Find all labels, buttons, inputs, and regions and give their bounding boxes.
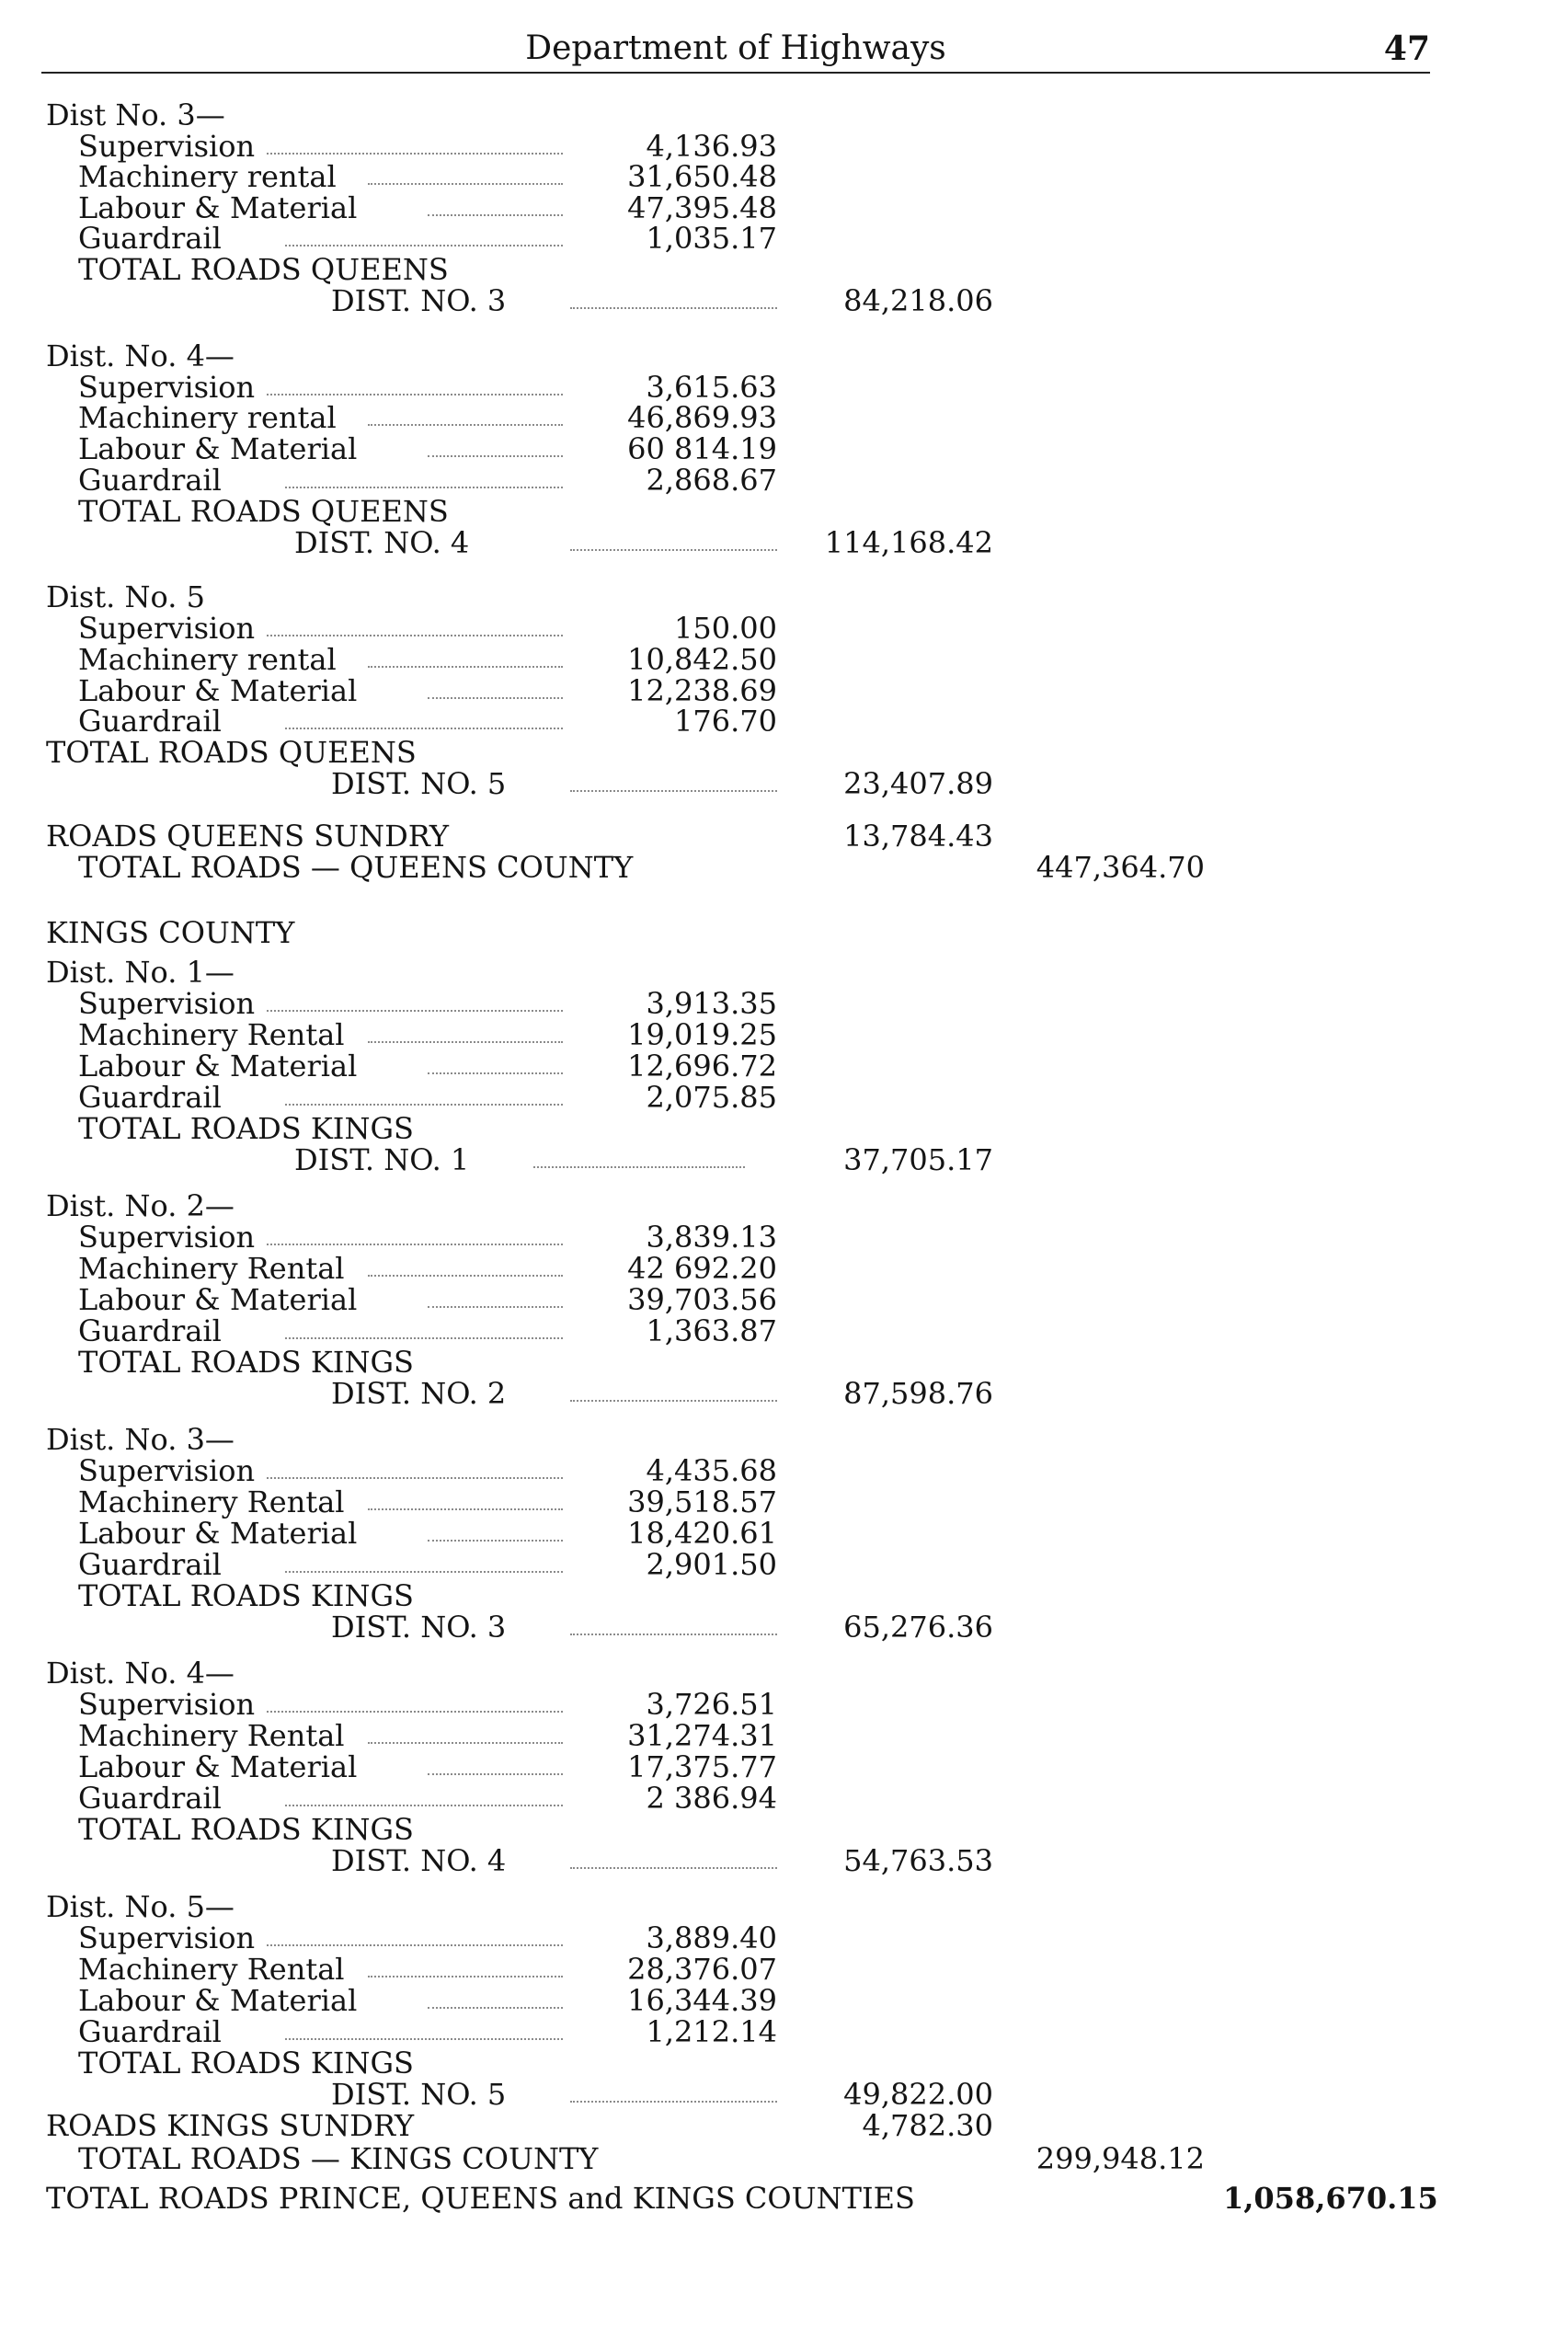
amount-value: 447,364.70: [1036, 850, 1205, 885]
ledger-line: [0, 340, 1568, 372]
amount-value: 1,212.14: [646, 2014, 777, 2049]
line-label: DIST. NO. 4: [331, 1843, 507, 1878]
line-label: Supervision: [78, 129, 256, 164]
ledger-line: [0, 223, 1568, 254]
dot-leader: [428, 1751, 563, 1775]
amount-value: 65,276.36: [843, 1610, 993, 1645]
ledger-line: [0, 675, 1568, 706]
line-label: Machinery Rental: [78, 1251, 345, 1286]
line-label: TOTAL ROADS — KINGS COUNTY: [78, 2141, 599, 2176]
line-label: DIST. NO. 5: [331, 766, 507, 801]
amount-value: 54,763.53: [843, 1843, 993, 1878]
ledger-line: [0, 285, 1568, 316]
line-label: Labour & Material: [78, 1516, 358, 1551]
ledger-line: [0, 1751, 1568, 1783]
amount-value: 18,420.61: [627, 1516, 777, 1551]
dot-leader: [267, 988, 563, 1012]
line-label: Supervision: [78, 1920, 256, 1955]
ledger-line: [0, 1378, 1568, 1409]
dot-leader: [285, 223, 563, 246]
line-label: Dist No. 3—: [46, 97, 225, 132]
amount-value: 46,869.93: [627, 400, 777, 435]
dot-leader: [368, 1720, 563, 1744]
amount-value: 31,650.48: [627, 159, 777, 194]
ledger-line: [0, 99, 1568, 131]
line-label: Dist. No. 4—: [46, 338, 235, 373]
dot-leader: [368, 1486, 563, 1510]
ledger-line: [0, 1783, 1568, 1814]
ledger-line: [0, 852, 1568, 883]
amount-value: 12,238.69: [627, 673, 777, 708]
amount-value: 12,696.72: [627, 1049, 777, 1083]
line-label: Dist. No. 1—: [46, 955, 235, 990]
ledger-line: [0, 2110, 1568, 2141]
ledger-line: [0, 957, 1568, 988]
amount-value: 3,615.63: [646, 370, 777, 405]
amount-value: 42 692.20: [627, 1251, 777, 1286]
line-label: Supervision: [78, 986, 256, 1021]
ledger-line: [0, 1580, 1568, 1611]
ledger-line: [0, 2183, 1568, 2214]
line-label: Supervision: [78, 611, 256, 646]
dot-leader: [368, 1019, 563, 1043]
dot-leader: [428, 1050, 563, 1074]
page-number: 47: [1383, 29, 1430, 68]
line-label: Dist. No. 2—: [46, 1188, 235, 1223]
dot-leader: [368, 161, 563, 185]
line-label: Machinery Rental: [78, 1485, 345, 1519]
dot-leader: [428, 433, 563, 457]
amount-value: 49,822.00: [843, 2077, 993, 2112]
line-label: Labour & Material: [78, 190, 358, 225]
line-label: Labour & Material: [78, 431, 358, 466]
ledger-line: [0, 1814, 1568, 1845]
line-label: TOTAL ROADS KINGS: [78, 2046, 414, 2081]
ledger-line: [0, 1315, 1568, 1347]
dot-leader: [570, 768, 777, 792]
amount-value: 28,376.07: [627, 1952, 777, 1987]
amount-value: 176.70: [674, 704, 777, 739]
amount-value: 10,842.50: [627, 642, 777, 677]
amount-value: 4,435.68: [646, 1453, 777, 1488]
amount-value: 1,363.87: [646, 1313, 777, 1348]
line-label: Supervision: [78, 1220, 256, 1255]
line-label: ROADS QUEENS SUNDRY: [46, 819, 449, 854]
amount-value: 16,344.39: [627, 1983, 777, 2018]
amount-value: 60 814.19: [627, 431, 777, 466]
dot-leader: [570, 1378, 777, 1402]
ledger-line: [0, 1657, 1568, 1689]
line-label: Dist. No. 3—: [46, 1422, 235, 1457]
ledger-line: [0, 1424, 1568, 1455]
amount-value: 2 386.94: [646, 1781, 777, 1816]
dot-leader: [368, 644, 563, 668]
amount-value: 17,375.77: [627, 1749, 777, 1784]
line-label: Labour & Material: [78, 1983, 358, 2018]
line-label: Guardrail: [78, 221, 222, 256]
ledger-line: [0, 254, 1568, 285]
dot-leader: [570, 1845, 777, 1869]
ledger-line: [0, 1455, 1568, 1486]
line-label: Guardrail: [78, 1781, 222, 1816]
ledger-line: [0, 131, 1568, 162]
ledger-line: [0, 1549, 1568, 1580]
ledger-line: [0, 581, 1568, 613]
line-label: Machinery rental: [78, 159, 337, 194]
ledger-line: [0, 433, 1568, 464]
ledger-line: [0, 192, 1568, 224]
ledger-line: [0, 1050, 1568, 1082]
ledger-line: [0, 1113, 1568, 1144]
ledger-line: [0, 1611, 1568, 1643]
dot-leader: [570, 1611, 777, 1635]
amount-value: 47,395.48: [627, 190, 777, 225]
dot-leader: [533, 1144, 745, 1168]
ledger-line: [0, 1082, 1568, 1113]
line-label: Machinery Rental: [78, 1017, 345, 1052]
line-label: Labour & Material: [78, 1049, 358, 1083]
line-label: TOTAL ROADS KINGS: [78, 1812, 414, 1847]
line-label: TOTAL ROADS PRINCE, QUEENS and KINGS COUNTIES: [46, 2181, 915, 2216]
dot-leader: [570, 285, 777, 309]
dot-leader: [570, 2079, 777, 2103]
line-label: TOTAL ROADS QUEENS: [78, 494, 449, 529]
dot-leader: [285, 1549, 563, 1573]
line-label: DIST. NO. 5: [331, 2077, 507, 2112]
line-label: Guardrail: [78, 1313, 222, 1348]
dot-leader: [267, 1221, 563, 1245]
ledger-line: [0, 2143, 1568, 2174]
ledger-line: [0, 2016, 1568, 2047]
line-label: DIST. NO. 3: [331, 283, 507, 318]
ledger-line: [0, 1891, 1568, 1922]
line-label: Labour & Material: [78, 1282, 358, 1317]
page-header: [41, 28, 1430, 74]
amount-value: 13,784.43: [843, 819, 993, 854]
amount-value: 31,274.31: [627, 1718, 777, 1753]
line-label: Dist. No. 5—: [46, 1889, 235, 1924]
line-label: Supervision: [78, 1453, 256, 1488]
ledger-line: [0, 820, 1568, 852]
ledger-line: [0, 988, 1568, 1019]
line-label: Machinery rental: [78, 642, 337, 677]
dot-leader: [428, 192, 563, 216]
line-label: ROADS KINGS SUNDRY: [46, 2108, 415, 2143]
line-label: TOTAL ROADS KINGS: [78, 1578, 414, 1613]
line-label: KINGS COUNTY: [46, 915, 295, 950]
ledger-line: [0, 644, 1568, 675]
line-label: Machinery rental: [78, 400, 337, 435]
line-label: DIST. NO. 4: [294, 525, 470, 560]
amount-value: 3,913.35: [646, 986, 777, 1021]
line-label: TOTAL ROADS KINGS: [78, 1345, 414, 1380]
amount-value: 19,019.25: [627, 1017, 777, 1052]
dot-leader: [428, 1518, 563, 1542]
dot-leader: [285, 1315, 563, 1339]
line-label: Labour & Material: [78, 673, 358, 708]
ledger-line: [0, 161, 1568, 192]
ledger-line: [0, 496, 1568, 527]
ledger-line: [0, 1845, 1568, 1876]
amount-value: 87,598.76: [843, 1376, 993, 1411]
ledger-line: [0, 1347, 1568, 1378]
dot-leader: [368, 402, 563, 426]
line-label: Supervision: [78, 1687, 256, 1722]
dot-leader: [285, 1783, 563, 1806]
dot-leader: [267, 131, 563, 155]
ledger-line: [0, 1284, 1568, 1315]
ledger-line: [0, 1720, 1568, 1751]
amount-value: 150.00: [674, 611, 777, 646]
ledger-line: [0, 917, 1568, 948]
ledger-line: [0, 1486, 1568, 1518]
ledger-line: [0, 613, 1568, 644]
dot-leader: [285, 1082, 563, 1106]
ledger-line: [0, 737, 1568, 768]
amount-value: 2,901.50: [646, 1547, 777, 1582]
dot-leader: [428, 1985, 563, 2009]
line-label: Supervision: [78, 370, 256, 405]
amount-value: 4,136.93: [646, 129, 777, 164]
ledger-line: [0, 1221, 1568, 1253]
dot-leader: [285, 464, 563, 488]
line-label: TOTAL ROADS QUEENS: [46, 735, 417, 770]
line-label: Dist. No. 4—: [46, 1656, 235, 1691]
line-label: Guardrail: [78, 1080, 222, 1115]
amount-value: 4,782.30: [862, 2108, 993, 2143]
line-label: DIST. NO. 1: [294, 1142, 470, 1177]
ledger-line: [0, 1518, 1568, 1549]
dot-leader: [267, 613, 563, 636]
amount-value: 39,518.57: [627, 1485, 777, 1519]
line-label: Machinery Rental: [78, 1952, 345, 1987]
ledger-line: [0, 1922, 1568, 1954]
ledger-line: [0, 527, 1568, 558]
line-label: Guardrail: [78, 2014, 222, 2049]
amount-value: 299,948.12: [1036, 2141, 1205, 2176]
amount-value: 2,075.85: [646, 1080, 777, 1115]
amount-value: 3,889.40: [646, 1920, 777, 1955]
ledger-line: [0, 1144, 1568, 1175]
line-label: Guardrail: [78, 1547, 222, 1582]
ledger-line: [0, 1954, 1568, 1985]
ledger-line: [0, 1253, 1568, 1284]
amount-value: 3,726.51: [646, 1687, 777, 1722]
dot-leader: [368, 1954, 563, 1977]
dot-leader: [428, 675, 563, 699]
amount-value: 37,705.17: [843, 1142, 993, 1177]
amount-value: 1,035.17: [646, 221, 777, 256]
dot-leader: [285, 705, 563, 729]
line-label: Machinery Rental: [78, 1718, 345, 1753]
amount-value: 39,703.56: [627, 1282, 777, 1317]
line-label: TOTAL ROADS QUEENS: [78, 252, 449, 287]
dot-leader: [428, 1284, 563, 1308]
line-label: DIST. NO. 2: [331, 1376, 507, 1411]
amount-value: 1,058,670.15: [1223, 2181, 1438, 2216]
ledger-line: [0, 2079, 1568, 2110]
ledger-line: [0, 464, 1568, 496]
ledger-line: [0, 768, 1568, 799]
amount-value: 23,407.89: [843, 766, 993, 801]
ledger-line: [0, 1019, 1568, 1050]
line-label: Guardrail: [78, 463, 222, 498]
dot-leader: [570, 527, 777, 551]
line-label: Labour & Material: [78, 1749, 358, 1784]
ledger-line: [0, 1689, 1568, 1720]
ledger-line: [0, 402, 1568, 433]
ledger-line: [0, 1985, 1568, 2016]
line-label: TOTAL ROADS — QUEENS COUNTY: [78, 850, 634, 885]
line-label: TOTAL ROADS KINGS: [78, 1111, 414, 1146]
ledger-line: [0, 372, 1568, 403]
ledger-line: [0, 2047, 1568, 2079]
amount-value: 84,218.06: [843, 283, 993, 318]
ledger-line: [0, 705, 1568, 737]
dot-leader: [267, 1455, 563, 1479]
dot-leader: [285, 2016, 563, 2040]
dot-leader: [267, 1689, 563, 1713]
ledger-line: [0, 1190, 1568, 1221]
dot-leader: [267, 1922, 563, 1946]
page-title: Department of Highways: [525, 29, 946, 67]
line-label: Dist. No. 5: [46, 579, 205, 614]
line-label: Guardrail: [78, 704, 222, 739]
amount-value: 2,868.67: [646, 463, 777, 498]
dot-leader: [368, 1253, 563, 1277]
dot-leader: [267, 372, 563, 395]
line-label: DIST. NO. 3: [331, 1610, 507, 1645]
amount-value: 3,839.13: [646, 1220, 777, 1255]
amount-value: 114,168.42: [824, 525, 993, 560]
